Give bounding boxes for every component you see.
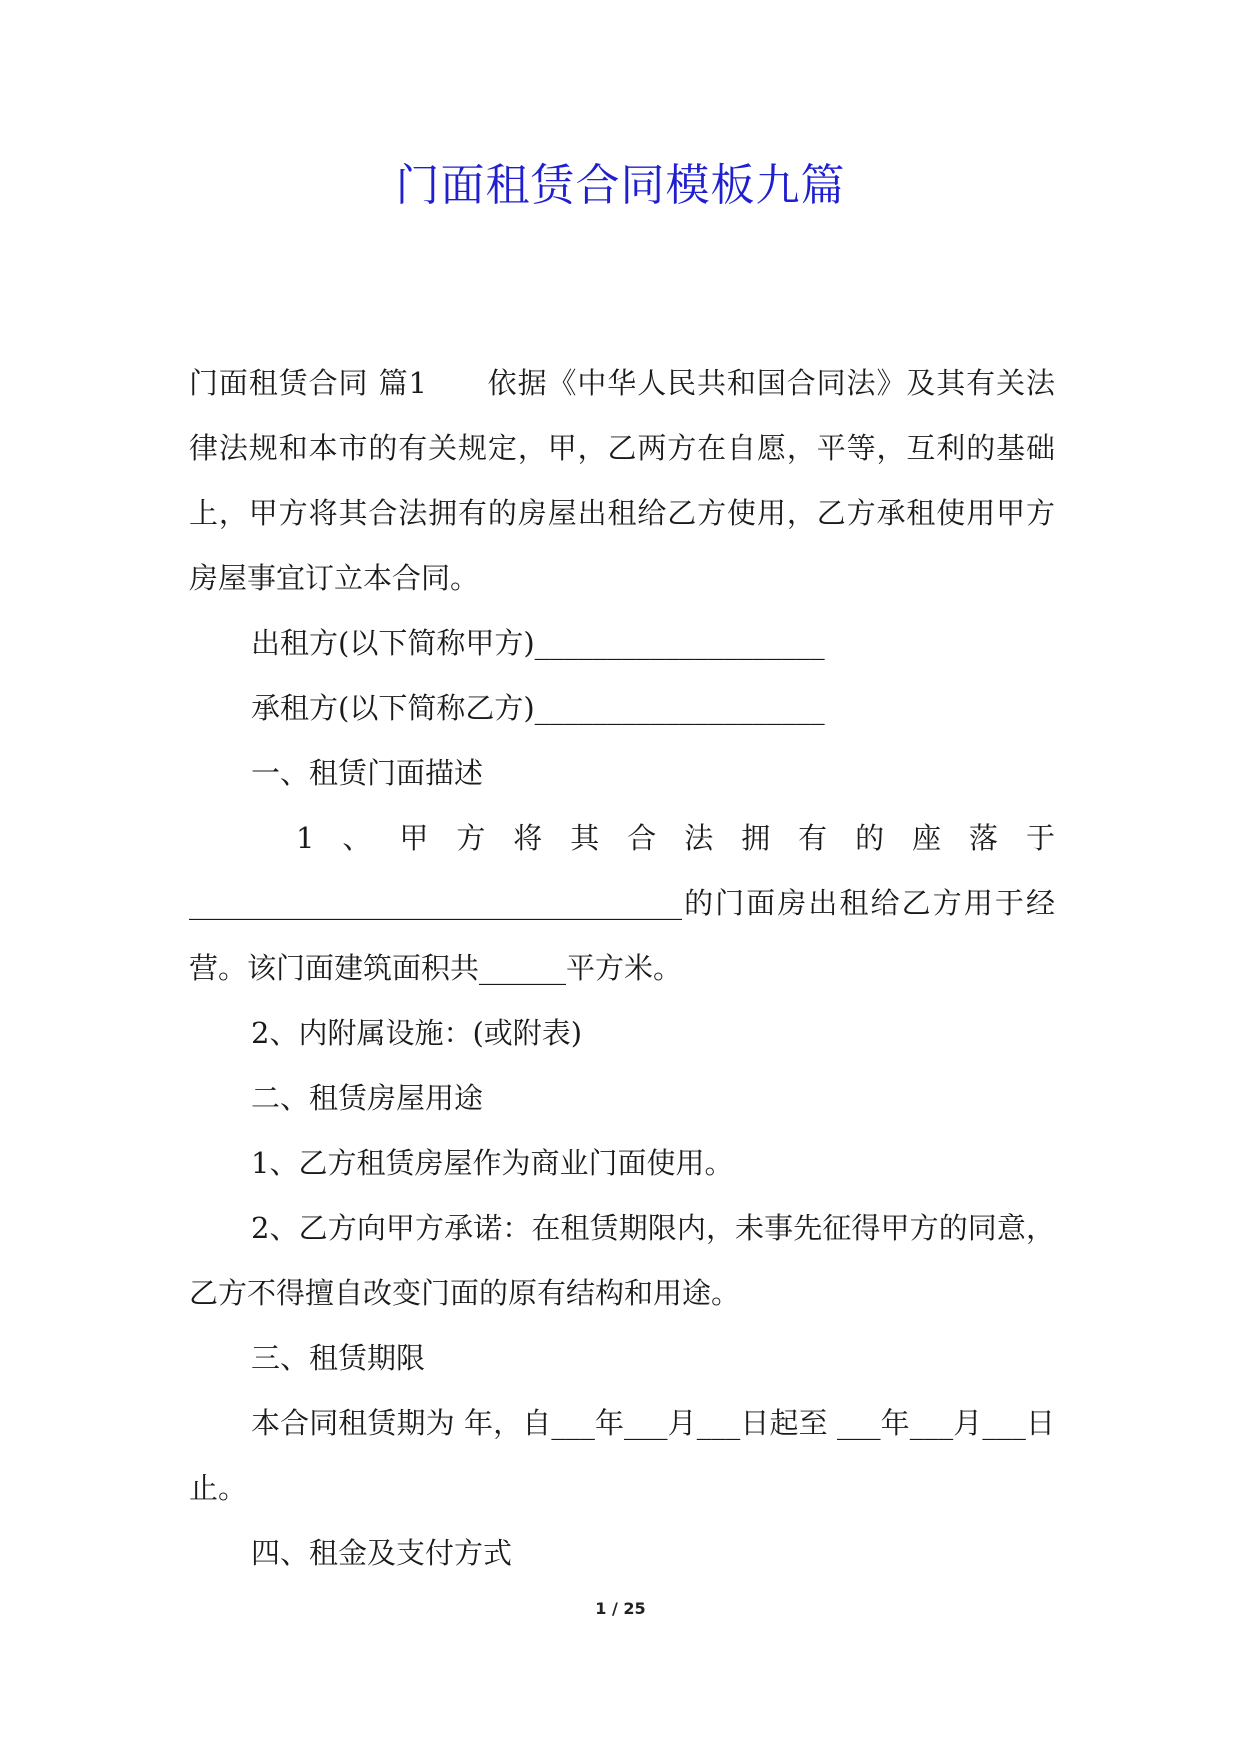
section-heading-2: 二、租赁房屋用途 xyxy=(251,1081,484,1115)
paragraph-lessor: 出租方(以下简称甲方)____________________ xyxy=(251,626,825,660)
paragraph-clause-1-2: 2、内附属设施：(或附表) xyxy=(251,1016,583,1050)
page-indicator: 1 / 25 xyxy=(595,1599,646,1618)
section-heading-3: 三、租赁期限 xyxy=(251,1341,426,1375)
paragraph-clause-2-1: 1、乙方租赁房屋作为商业门面使用。 xyxy=(251,1146,734,1180)
paragraph-intro: 门面租赁合同 篇1 依据《中华人民共和国合同法》及其有关法律法规和本市的有关规定，甲，乙两方在自愿，平等，互利的基础上，甲方将其合法拥有的房屋出租给乙方使用，乙方承租使用甲方房屋事宜订立本合同。 xyxy=(189,366,1055,595)
paragraph-clause-1-1: 1、甲方将其合法拥有的座落于 xyxy=(296,821,1055,855)
paragraph-clause-2-2: 2、乙方向甲方承诺：在租赁期限内，未事先征得甲方的同意，乙方不得擅自改变门面的原有结构和用途。 xyxy=(189,1211,1055,1310)
section-heading-4: 四、租金及支付方式 xyxy=(251,1536,513,1570)
paragraph-clause-1-1-cont: __________________________________的门面房出租给乙方用于经营。该门面建筑面积共______平方米。 xyxy=(189,886,1055,985)
paragraph-lease-term: 本合同租赁期为 年，自___年___月___日起至 ___年___月___日止。 xyxy=(189,1406,1055,1505)
section-heading-1: 一、租赁门面描述 xyxy=(251,756,484,790)
document-body xyxy=(189,351,1055,1586)
paragraph-lessee: 承租方(以下简称乙方)____________________ xyxy=(251,691,825,725)
document-title: 门面租赁合同模板九篇 xyxy=(395,160,846,211)
